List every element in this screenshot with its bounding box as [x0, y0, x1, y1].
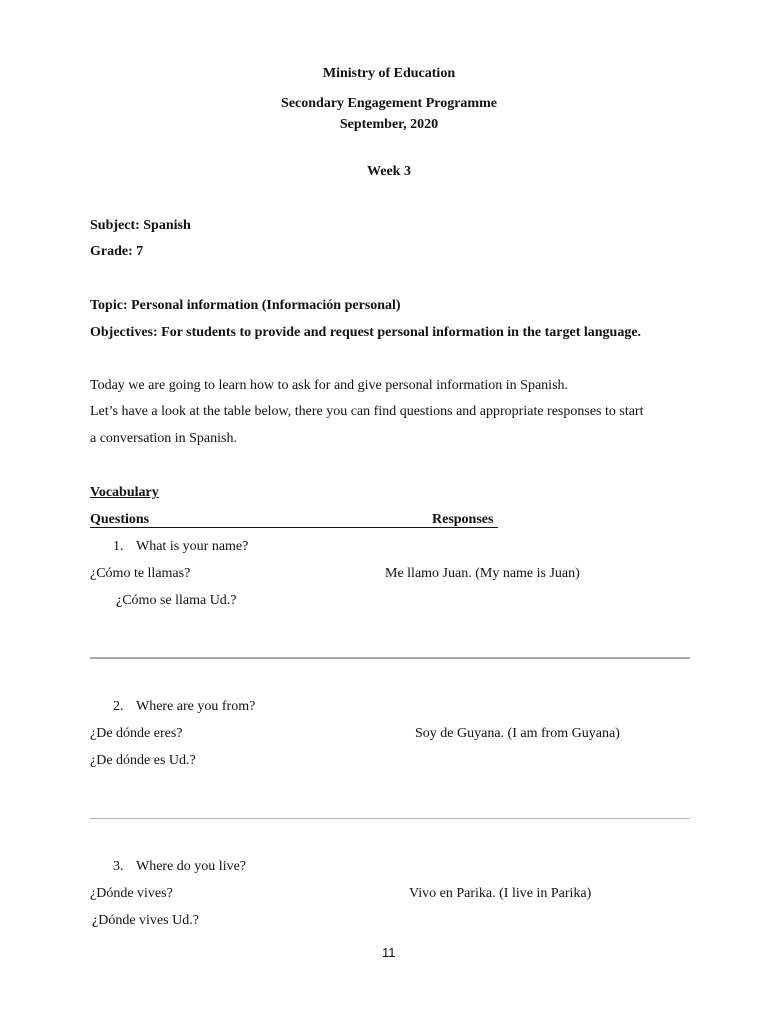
questions-header: Questions — [90, 512, 150, 527]
item-english-question: Where do you live? — [136, 859, 247, 874]
intro-line-2: Let’s have a look at the table below, there you can find questions and appropriate responses to start — [90, 404, 644, 419]
section-divider — [90, 818, 690, 819]
responses-header: Responses — [432, 512, 494, 527]
intro-line-1: Today we are going to learn how to ask for and give personal information in Spanish. — [90, 378, 569, 393]
item-english-question: Where are you from? — [136, 699, 256, 714]
item-formal-question: ¿Cómo se llama Ud.? — [116, 593, 237, 608]
item-informal-question: ¿Dónde vives? — [90, 886, 173, 901]
item-response: Soy de Guyana. (I am from Guyana) — [415, 726, 620, 741]
section-divider — [90, 657, 690, 659]
item-informal-question: ¿Cómo te llamas? — [90, 566, 191, 581]
objectives-line: Objectives: For students to provide and request personal information in the target language. — [90, 325, 642, 340]
item-informal-question: ¿De dónde eres? — [90, 726, 183, 741]
header-underline — [90, 527, 498, 528]
vocabulary-heading: Vocabulary — [90, 485, 159, 500]
item-number: 3. — [113, 859, 124, 874]
item-number: 2. — [113, 699, 124, 714]
grade-line: Grade: 7 — [90, 244, 144, 259]
item-formal-question: ¿Dónde vives Ud.? — [92, 913, 199, 928]
topic-line: Topic: Personal information (Información personal) — [90, 298, 401, 313]
item-response: Vivo en Parika. (I live in Parika) — [409, 886, 592, 901]
item-response: Me llamo Juan. (My name is Juan) — [385, 566, 580, 581]
programme-title: Secondary Engagement Programme — [281, 96, 497, 111]
page-number: 11 — [382, 945, 396, 960]
subject-line: Subject: Spanish — [90, 218, 191, 233]
item-formal-question: ¿De dónde es Ud.? — [90, 753, 196, 768]
ministry-title: Ministry of Education — [322, 66, 456, 81]
programme-date: September, 2020 — [339, 117, 439, 132]
intro-line-3: a conversation in Spanish. — [90, 431, 237, 446]
item-number: 1. — [113, 539, 124, 554]
week-label: Week 3 — [367, 164, 411, 179]
item-english-question: What is your name? — [136, 539, 249, 554]
